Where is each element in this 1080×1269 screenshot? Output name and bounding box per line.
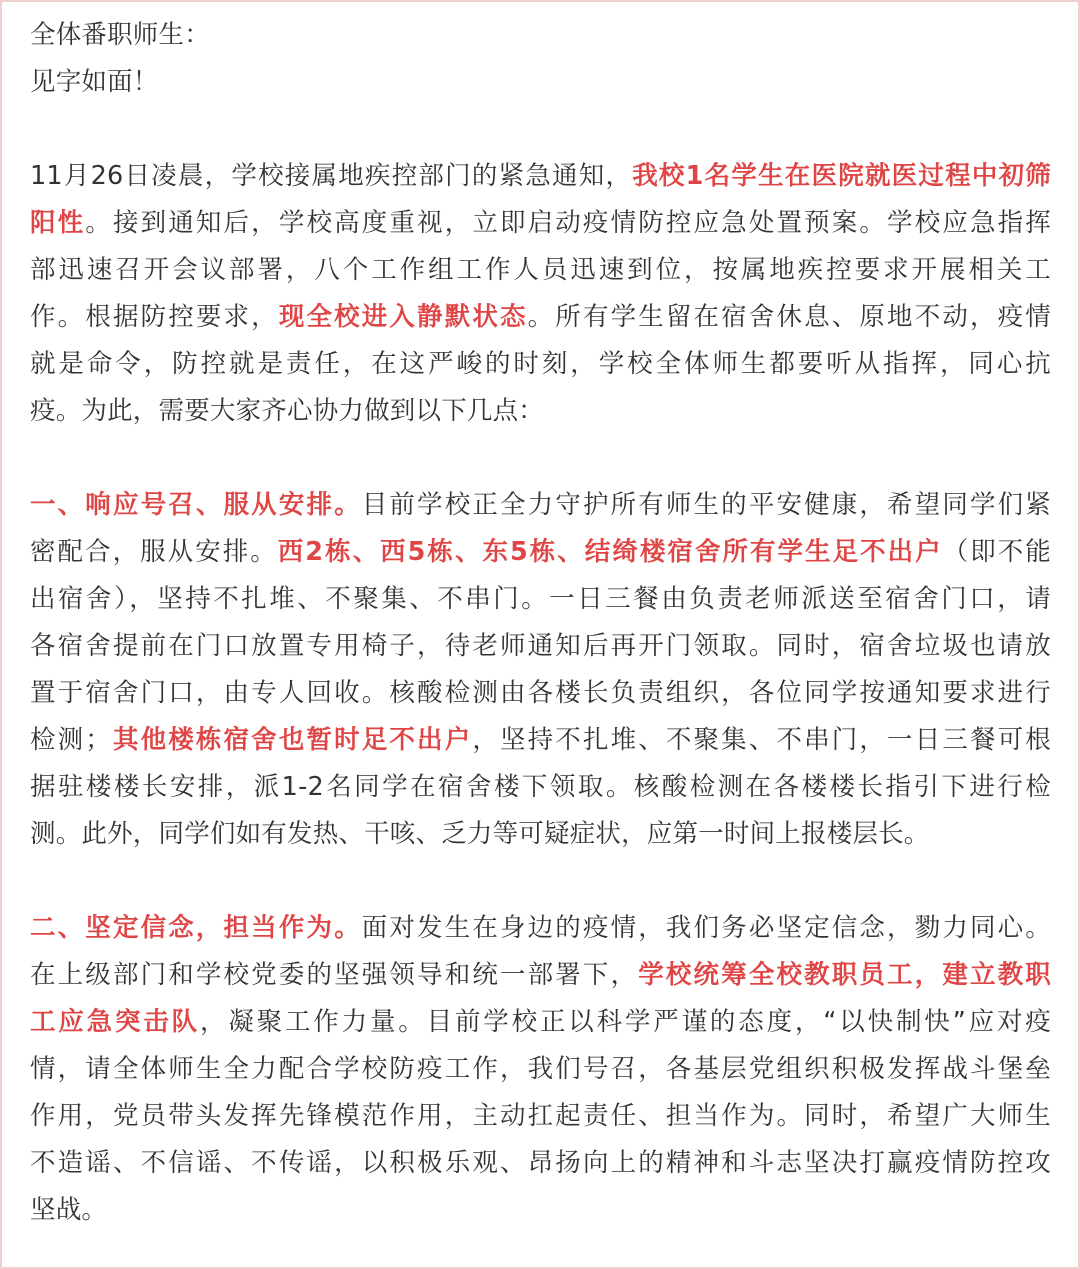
highlighted-text: 阳性	[30, 208, 86, 238]
text-line	[30, 999, 1051, 1046]
body-text: ，凝聚工作力量。目前学校正以科学严谨的态度，“以快制快”应对疫	[199, 1007, 1052, 1037]
body-text: 测。此外，同学们如有发热、干咳、乏力等可疑症状，应第一时间上报楼层长。	[30, 819, 930, 849]
text-line	[30, 294, 1051, 341]
body-text: 据驻楼楼长安排，派1-2名同学在宿舍楼下领取。核酸检测在各楼楼长指引下进行检	[30, 772, 1051, 802]
body-text: 疫。为此，需要大家齐心协力做到以下几点：	[30, 396, 545, 426]
body-text: （即不能	[942, 537, 1051, 567]
text-line	[30, 717, 1051, 764]
body-text: 密配合，服从安排。	[30, 537, 278, 567]
body-text: 11月26日凌晨，学校接属地疾控部门的紧急通知，	[30, 161, 633, 191]
body-text: 置于宿舍门口，由专人回收。核酸检测由各楼长负责组织，各位同学按通知要求进行	[30, 678, 1051, 708]
text-line	[30, 811, 1051, 858]
paragraph-incident-notice	[30, 153, 1051, 435]
paragraph-gap	[30, 858, 1051, 905]
text-line	[30, 341, 1051, 388]
text-line	[30, 200, 1051, 247]
body-text: 部迅速召开会议部署，八个工作组工作人员迅速到位，按属地疾控要求开展相关工	[30, 255, 1051, 285]
highlighted-text: 工应急突击队	[30, 1007, 200, 1037]
body-text: 目前学校正全力守护所有师生的平安健康，希望同学们紧	[361, 490, 1051, 520]
body-text: 出宿舍），坚持不扎堆、不聚集、不串门。一日三餐由负责老师派送至宿舍门口，请	[30, 584, 1051, 614]
highlighted-text: 二、坚定信念，担当作为。	[30, 913, 362, 943]
body-text: 作用，党员带头发挥先锋模范作用，主动扛起责任、担当作为。同时，希望广大师生	[30, 1101, 1051, 1131]
text-line	[30, 670, 1051, 717]
text-line	[30, 247, 1051, 294]
body-text: 作。根据防控要求，	[30, 302, 279, 332]
body-text: 在上级部门和学校党委的坚强领导和统一部署下，	[30, 960, 639, 990]
highlighted-text: 西2栋、西5栋、东5栋、结绮楼宿舍所有学生足不出户	[277, 537, 943, 567]
highlighted-text: 其他楼栋宿舍也暂时足不出户	[111, 725, 473, 755]
body-text: 坚战。	[30, 1195, 108, 1225]
paragraph-respond-and-obey	[30, 482, 1051, 858]
highlighted-text: 我校1名学生在医院就医过程中初筛	[632, 161, 1051, 191]
text-line	[30, 482, 1051, 529]
text-line	[30, 529, 1051, 576]
paragraph-gap	[30, 435, 1051, 482]
body-text: 面对发生在身边的疫情，我们务必坚定信念，勠力同心。	[361, 913, 1051, 943]
salutation: 全体番职师生：	[30, 20, 210, 50]
text-line	[30, 764, 1051, 811]
body-text: 就是命令，防控就是责任，在这严峻的时刻，学校全体师生都要听从指挥，同心抗	[30, 349, 1051, 379]
text-line	[30, 1046, 1051, 1093]
highlighted-text: 学校统筹全校教职员工，建立教职	[638, 960, 1051, 990]
text-line	[30, 576, 1051, 623]
text-line	[30, 952, 1051, 999]
body-text: 不造谣、不信谣、不传谣，以积极乐观、昂扬向上的精神和斗志坚决打赢疫情防控攻	[30, 1148, 1051, 1178]
text-line	[30, 1187, 1051, 1234]
body-text: 。接到通知后，学校高度重视，立即启动疫情防控应急处置预案。学校应急指挥	[85, 208, 1051, 238]
text-line	[30, 1140, 1051, 1187]
body-text: ，坚持不扎堆、不聚集、不串门，一日三餐可根	[472, 725, 1051, 755]
text-line	[30, 1093, 1051, 1140]
body-text: 。所有学生留在宿舍休息、原地不动，疫情	[527, 302, 1051, 332]
body-text: 各宿舍提前在门口放置专用椅子，待老师通知后再开门领取。同时，宿舍垃圾也请放	[30, 631, 1051, 661]
text-line	[30, 905, 1051, 952]
text-line	[30, 623, 1051, 670]
highlighted-text: 现全校进入静默状态	[278, 302, 528, 332]
body-text: 情，请全体师生全力配合学校防疫工作，我们号召，各基层党组织积极发挥战斗堡垒	[30, 1054, 1051, 1084]
body-text: 检测；	[30, 725, 111, 755]
letter-body	[30, 12, 1051, 1234]
highlighted-text: 一、响应号召、服从安排。	[30, 490, 362, 520]
paragraph-firm-belief	[30, 905, 1051, 1234]
text-line	[30, 153, 1051, 200]
paragraph-gap	[30, 106, 1051, 153]
text-line	[30, 388, 1051, 435]
greeting: 见字如面！	[30, 67, 159, 97]
